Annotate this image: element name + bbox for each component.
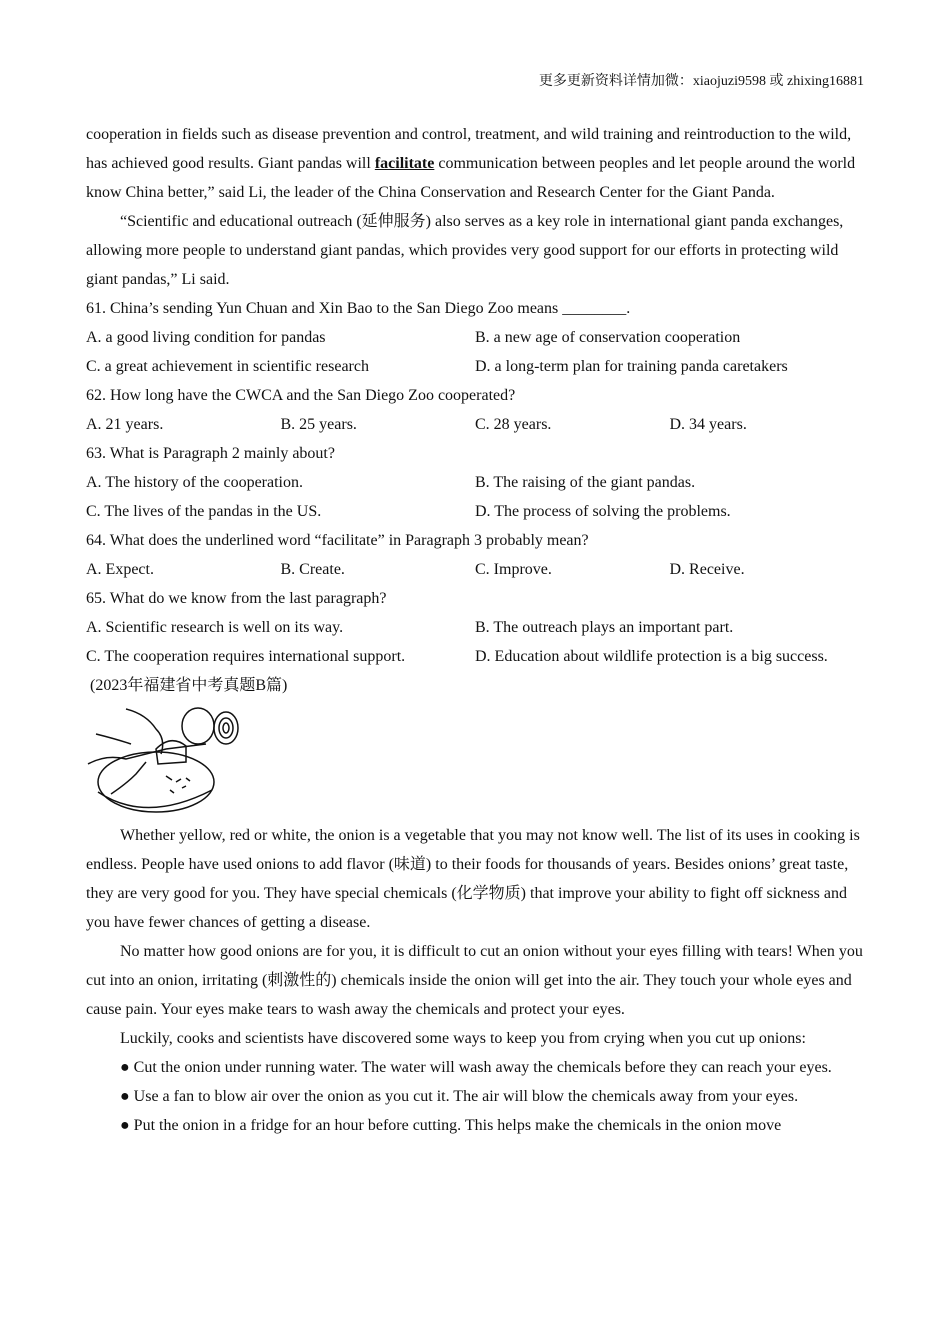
answer-option: A. The history of the cooperation. (86, 474, 303, 491)
answer-options (86, 410, 864, 439)
answer-options (86, 613, 864, 671)
text: communication between peoples and let people around the world know China better,” said Li, the leader of the China Conservation and Research Center for the Giant Panda. (86, 155, 856, 201)
paragraph: No matter how good onions are for you, it is difficult to cut an onion without your eyes filling with tears! When you cut into an onion, irritating (刺激性的) chemicals inside the onion will get into the air. They touch your whole eyes and cause pain. Your eyes make tears to wash away the chemicals and protect your eyes. (86, 943, 863, 1018)
answer-option: D. The process of solving the problems. (475, 503, 731, 520)
answer-option: A. Scientific research is well on its way. (86, 619, 344, 636)
onion-cutting-illustration (86, 704, 246, 818)
page-header: 更多更新资料详情加微：xiaojuzi9598 或 zhixing16881 (538, 74, 864, 89)
answer-option: A. a good living condition for pandas (86, 329, 326, 346)
question-stem: 65. What do we know from the last paragraph? (86, 590, 387, 607)
answer-option: D. Education about wildlife protection is a big success. (475, 648, 828, 665)
question-stem: 64. What does the underlined word “facilitate” in Paragraph 3 probably mean? (86, 532, 589, 549)
paragraph: “Scientific and educational outreach (延伸服务) also serves as a key role in international giant panda exchanges, allowing more people to understand giant pandas, which provides very good support for our efforts in protecting wild giant pandas,” Li said. (86, 213, 844, 288)
answer-options (86, 555, 864, 584)
paragraph: Whether yellow, red or white, the onion is a vegetable that you may not know well. The list of its uses in cooking is endless. People have used onions to add flavor (味道) to their foods for thousands of years. Besides onions’ great taste, they are very good for you. They have special chemicals (化学物质) that improve your ability to fight off sickness and you have fewer chances of getting a disease. (86, 827, 860, 931)
answer-option: B. Create. (280, 561, 345, 578)
answer-option: D. Receive. (669, 561, 745, 578)
answer-option: C. The cooperation requires international support. (86, 648, 406, 665)
answer-option: D. 34 years. (669, 416, 747, 433)
answer-option: C. Improve. (475, 561, 552, 578)
answer-option: B. a new age of conservation cooperation (475, 329, 741, 346)
underlined-word: facilitate (374, 155, 435, 172)
source-label: (2023年福建省中考真题B篇) (90, 677, 288, 694)
answer-option: C. The lives of the pandas in the US. (86, 503, 322, 520)
paragraph: Luckily, cooks and scientists have discovered some ways to keep you from crying when you cut up onions: (120, 1030, 806, 1047)
answer-option: A. Expect. (86, 561, 154, 578)
question-stem: 61. China’s sending Yun Chuan and Xin Bao to the San Diego Zoo means ________. (86, 300, 631, 317)
bullet-item: ● Use a fan to blow air over the onion as you cut it. The air will blow the chemicals away from your eyes. (120, 1088, 799, 1105)
question-stem: 63. What is Paragraph 2 mainly about? (86, 445, 335, 462)
answer-option: D. a long-term plan for training panda caretakers (475, 358, 788, 375)
answer-option: B. The outreach plays an important part. (475, 619, 734, 636)
answer-options (86, 468, 864, 526)
question-stem: 62. How long have the CWCA and the San Diego Zoo cooperated? (86, 387, 516, 404)
text: cooperation in fields such as disease prevention and control, treatment, and wild training and reintroduction to the wild, has achieved good results. Giant pandas will (86, 126, 852, 172)
answer-option: C. a great achievement in scientific research (86, 358, 369, 375)
answer-option: C. 28 years. (475, 416, 552, 433)
bullet-item: ● Put the onion in a fridge for an hour before cutting. This helps make the chemicals in the onion move (120, 1117, 782, 1134)
answer-option: A. 21 years. (86, 416, 164, 433)
document-body (86, 120, 864, 1140)
paragraph (86, 120, 864, 207)
bullet-item: ● Cut the onion under running water. The water will wash away the chemicals before they can reach your eyes. (120, 1059, 832, 1076)
questions (86, 294, 864, 671)
answer-option: B. The raising of the giant pandas. (475, 474, 696, 491)
answer-options (86, 323, 864, 381)
answer-option: B. 25 years. (280, 416, 357, 433)
onion-passage (86, 821, 864, 1140)
